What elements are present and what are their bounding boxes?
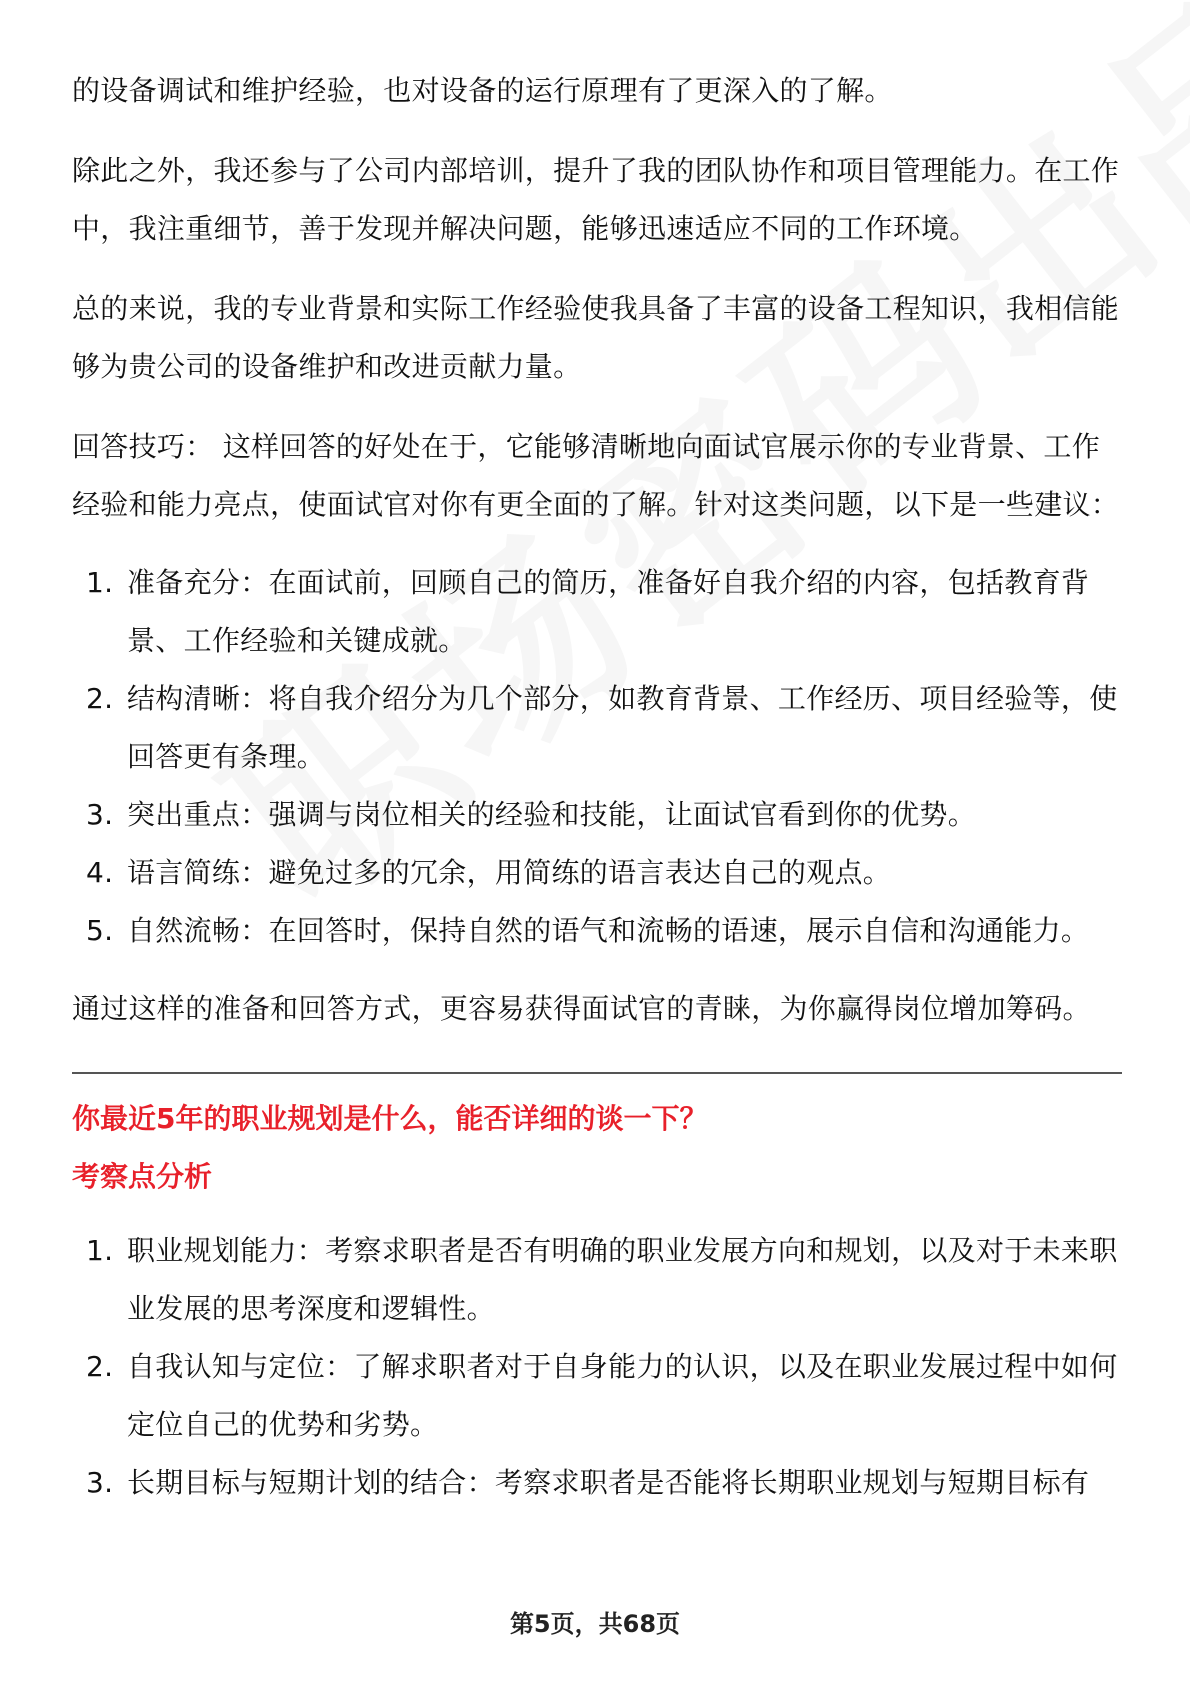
page-footer: 第5页，共68页 xyxy=(509,1610,681,1638)
list-item-text: 长期目标与短期计划的结合：考察求职者是否能将长期职业规划与短期目标有 xyxy=(127,1466,1090,1499)
paragraph-answer-tips: 回答技巧： 这样回答的好处在于，它能够清晰地向面试官展示你的专业背景、工作经验和能力亮点，使面试官对你有更全面的了解。针对这类问题，以下是一些建议： xyxy=(72,430,1120,521)
list-number: 4. xyxy=(86,856,114,889)
list-item-text: 结构清晰：将自我介绍分为几个部分，如教育背景、工作经历、项目经验等，使回答更有条理。 xyxy=(127,682,1118,773)
list-item xyxy=(72,1454,1122,1512)
list-item xyxy=(72,554,1122,670)
list-item-text: 语言简练：避免过多的冗余，用简练的语言表达自己的观点。 xyxy=(127,856,892,889)
list-item xyxy=(72,670,1122,786)
list-item-text: 准备充分：在面试前，回顾自己的简历，准备好自我介绍的内容，包括教育背景、工作经验和关键成就。 xyxy=(127,566,1090,657)
list-item xyxy=(72,1338,1122,1454)
tips-list xyxy=(72,554,1122,960)
list-item xyxy=(72,844,1122,902)
paragraph-closing: 通过这样的准备和回答方式，更容易获得面试官的青睐，为你赢得岗位增加筹码。 xyxy=(72,992,1091,1025)
list-item xyxy=(72,1222,1122,1338)
list-item xyxy=(72,786,1122,844)
section-divider xyxy=(72,1072,1122,1074)
paragraph-continuation: 的设备调试和维护经验，也对设备的运行原理有了更深入的了解。 xyxy=(72,74,893,107)
list-number: 5. xyxy=(86,914,114,947)
list-item-text: 自然流畅：在回答时，保持自然的语气和流畅的语速，展示自信和沟通能力。 xyxy=(127,914,1090,947)
list-number: 1. xyxy=(86,566,114,599)
list-number: 2. xyxy=(86,682,114,715)
question-heading: 你最近5年的职业规划是什么，能否详细的谈一下？ xyxy=(72,1102,708,1135)
analysis-heading: 考察点分析 xyxy=(72,1160,213,1193)
list-item-text: 职业规划能力：考察求职者是否有明确的职业发展方向和规划，以及对于未来职业发展的思考深度和逻辑性。 xyxy=(127,1234,1118,1325)
list-item-text: 自我认知与定位：了解求职者对于自身能力的认识，以及在职业发展过程中如何定位自己的优势和劣势。 xyxy=(127,1350,1118,1441)
list-number: 3. xyxy=(86,1466,114,1499)
page-content xyxy=(72,62,1122,1532)
list-number: 1. xyxy=(86,1234,114,1267)
paragraph-training: 除此之外，我还参与了公司内部培训，提升了我的团队协作和项目管理能力。在工作中，我注重细节，善于发现并解决问题，能够迅速适应不同的工作环境。 xyxy=(72,154,1120,245)
list-number: 3. xyxy=(86,798,114,831)
analysis-list xyxy=(72,1222,1122,1512)
list-number: 2. xyxy=(86,1350,114,1383)
paragraph-summary: 总的来说，我的专业背景和实际工作经验使我具备了丰富的设备工程知识，我相信能够为贵公司的设备维护和改进贡献力量。 xyxy=(72,292,1120,383)
list-item-text: 突出重点：强调与岗位相关的经验和技能，让面试官看到你的优势。 xyxy=(127,798,977,831)
list-item xyxy=(72,902,1122,960)
